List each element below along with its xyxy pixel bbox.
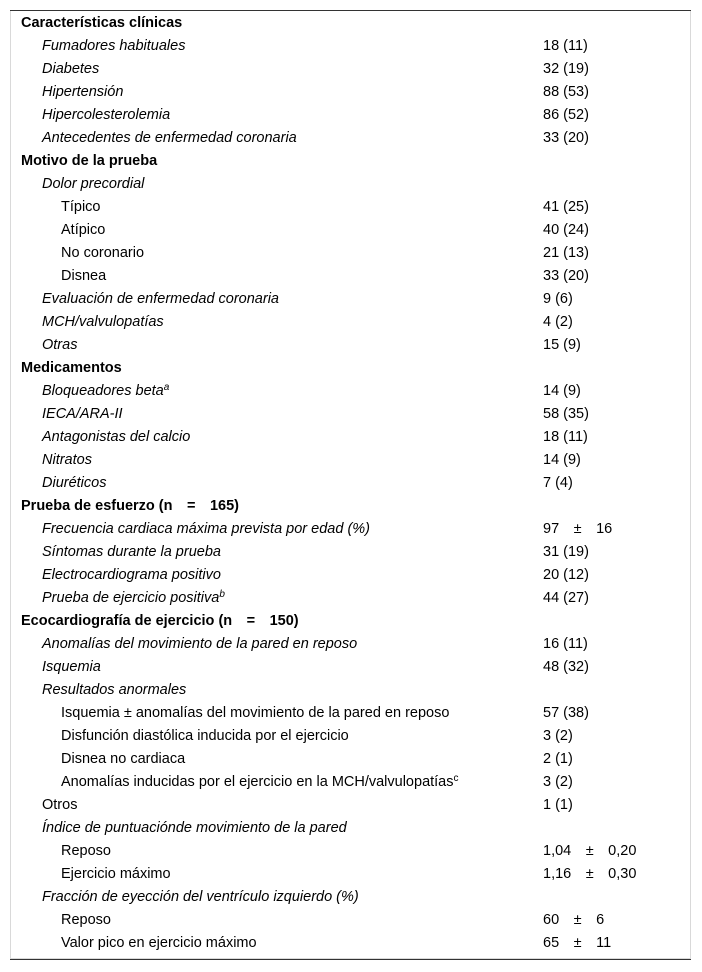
table-row (11, 725, 690, 748)
row-value: 1,04 ± 0,20 (543, 843, 637, 859)
table-row (11, 909, 690, 932)
row-value: 32 (19) (543, 61, 589, 77)
row-value (543, 173, 690, 196)
row-value: 15 (9) (543, 337, 581, 353)
row-label: Anomalías inducidas por el ejercicio en la MCH/valvulopatías (61, 774, 454, 790)
row-label: Hipertensión (42, 84, 124, 100)
row-label-cell (11, 564, 543, 587)
table-row (11, 35, 690, 58)
row-label: Disnea (61, 268, 107, 284)
row-label: Anomalías del movimiento de la pared en reposo (42, 636, 358, 652)
table-row (11, 679, 690, 702)
row-value (543, 817, 690, 840)
row-label-cell (11, 196, 543, 219)
row-label-cell (11, 541, 543, 564)
row-label-cell (11, 909, 543, 932)
table-row (11, 771, 690, 794)
row-label-cell (11, 104, 543, 127)
table-row (11, 541, 690, 564)
table-row (11, 702, 690, 725)
section-header-row (11, 357, 690, 380)
row-label: Antecedentes de enfermedad coronaria (42, 130, 297, 146)
table-row (11, 794, 690, 817)
section-title: Ecocardiografía de ejercicio (n = 150) (21, 613, 299, 629)
row-value: 65 ± 11 (543, 935, 612, 951)
table-row (11, 380, 690, 403)
row-label-cell (11, 748, 543, 771)
row-label-cell (11, 587, 543, 610)
row-label: Atípico (61, 222, 106, 238)
row-label: Bloqueadores beta (42, 383, 164, 399)
row-label-cell (11, 817, 543, 840)
row-value: 86 (52) (543, 107, 589, 123)
clinical-characteristics-table (11, 12, 690, 955)
row-value: 7 (4) (543, 475, 573, 491)
table-top-rule (10, 10, 691, 11)
row-label-cell (11, 472, 543, 495)
section-header-row (11, 495, 690, 518)
footnote-marker: c (453, 773, 459, 784)
row-label-cell (11, 794, 543, 817)
row-label-cell (11, 840, 543, 863)
table-row (11, 104, 690, 127)
row-label: Otros (42, 797, 78, 813)
row-value: 48 (32) (543, 659, 589, 675)
row-value: 3 (2) (543, 728, 573, 744)
row-value: 18 (11) (543, 38, 588, 54)
row-label-cell (11, 518, 543, 541)
row-value: 33 (20) (543, 268, 589, 284)
section-header-row (11, 150, 690, 173)
row-value (543, 679, 690, 702)
row-value: 14 (9) (543, 452, 581, 468)
row-label: No coronario (61, 245, 145, 261)
section-title: Medicamentos (21, 360, 122, 376)
row-value: 40 (24) (543, 222, 589, 238)
row-label-cell (11, 81, 543, 104)
table-row (11, 748, 690, 771)
row-label-cell (11, 725, 543, 748)
row-value: 41 (25) (543, 199, 589, 215)
row-label: Índice de puntuaciónde movimiento de la pared (42, 820, 347, 836)
table-row (11, 656, 690, 679)
row-label-cell (11, 426, 543, 449)
table-row (11, 288, 690, 311)
table-row (11, 219, 690, 242)
row-value: 2 (1) (543, 751, 573, 767)
section-header-row (11, 610, 690, 633)
table-row (11, 587, 690, 610)
row-label: Nitratos (42, 452, 92, 468)
row-label: Electrocardiograma positivo (42, 567, 221, 583)
table-row (11, 863, 690, 886)
table-row (11, 886, 690, 909)
row-value: 57 (38) (543, 705, 589, 721)
table-row (11, 564, 690, 587)
row-label: Isquemia (42, 659, 101, 675)
row-label-cell (11, 58, 543, 81)
row-value: 88 (53) (543, 84, 589, 100)
row-label-cell (11, 702, 543, 725)
row-label-cell (11, 127, 543, 150)
row-label: Ejercicio máximo (61, 866, 171, 882)
table-row (11, 472, 690, 495)
row-label-cell (11, 679, 543, 702)
row-value: 97 ± 16 (543, 521, 613, 537)
table-row (11, 449, 690, 472)
row-label-cell (11, 35, 543, 58)
table-row (11, 265, 690, 288)
section-title: Motivo de la prueba (21, 153, 158, 169)
table-row (11, 196, 690, 219)
section-value-cell (543, 12, 690, 35)
table-row (11, 633, 690, 656)
table-row (11, 127, 690, 150)
table-row (11, 242, 690, 265)
row-value: 3 (2) (543, 774, 573, 790)
row-label: Antagonistas del calcio (42, 429, 191, 445)
row-label-cell (11, 242, 543, 265)
table-bottom-rule (10, 959, 691, 960)
row-label-cell (11, 449, 543, 472)
row-label: Resultados anormales (42, 682, 187, 698)
row-label: Diuréticos (42, 475, 107, 491)
row-value: 21 (13) (543, 245, 589, 261)
row-label: Síntomas durante la prueba (42, 544, 221, 560)
row-label-cell (11, 265, 543, 288)
row-label-cell (11, 633, 543, 656)
row-label-cell (11, 863, 543, 886)
table-row (11, 311, 690, 334)
row-label-cell (11, 380, 543, 403)
table-body (11, 12, 690, 955)
row-label-cell (11, 886, 543, 909)
table-row (11, 518, 690, 541)
row-label: Reposo (61, 843, 111, 859)
row-label-cell (11, 656, 543, 679)
row-value: 4 (2) (543, 314, 573, 330)
row-value: 20 (12) (543, 567, 589, 583)
row-label-cell (11, 219, 543, 242)
table-row (11, 334, 690, 357)
table-row (11, 840, 690, 863)
row-label: Disfunción diastólica inducida por el ejercicio (61, 728, 349, 744)
row-value: 44 (27) (543, 590, 589, 606)
row-label: IECA/ARA-II (42, 406, 123, 422)
row-value: 31 (19) (543, 544, 589, 560)
row-value: 18 (11) (543, 429, 588, 445)
row-label: Fumadores habituales (42, 38, 186, 54)
row-value: 33 (20) (543, 130, 589, 146)
table-row (11, 81, 690, 104)
row-label: Dolor precordial (42, 176, 145, 192)
row-value (543, 886, 690, 909)
table-row (11, 58, 690, 81)
table-row (11, 817, 690, 840)
section-title: Prueba de esfuerzo (n = 165) (21, 498, 239, 514)
row-label: Reposo (61, 912, 111, 928)
row-label-cell (11, 771, 543, 794)
row-value: 1,16 ± 0,30 (543, 866, 637, 882)
section-title: Características clínicas (21, 15, 183, 31)
row-label: Isquemia ± anomalías del movimiento de la pared en reposo (61, 705, 450, 721)
row-label: Prueba de ejercicio positiva (42, 590, 220, 606)
row-label: Fracción de eyección del ventrículo izquierdo (%) (42, 889, 359, 905)
row-value: 14 (9) (543, 383, 581, 399)
row-label-cell (11, 173, 543, 196)
row-value: 1 (1) (543, 797, 573, 813)
row-label-cell (11, 288, 543, 311)
section-value-cell (543, 495, 690, 518)
table-row (11, 403, 690, 426)
section-value-cell (543, 610, 690, 633)
row-label: Diabetes (42, 61, 100, 77)
section-value-cell (543, 357, 690, 380)
row-label: Disnea no cardiaca (61, 751, 186, 767)
row-label: Frecuencia cardiaca máxima prevista por edad (%) (42, 521, 370, 537)
row-label-cell (11, 311, 543, 334)
footnote-marker: a (163, 382, 170, 393)
row-label: MCH/valvulopatías (42, 314, 164, 330)
row-value: 60 ± 6 (543, 912, 605, 928)
row-value: 58 (35) (543, 406, 589, 422)
table-row (11, 426, 690, 449)
table-row (11, 932, 690, 955)
row-label-cell (11, 932, 543, 955)
row-label: Valor pico en ejercicio máximo (61, 935, 257, 951)
row-value: 9 (6) (543, 291, 573, 307)
section-header-row (11, 12, 690, 35)
row-label: Evaluación de enfermedad coronaria (42, 291, 279, 307)
row-label-cell (11, 403, 543, 426)
row-label: Otras (42, 337, 78, 353)
section-value-cell (543, 150, 690, 173)
row-label: Hipercolesterolemia (42, 107, 171, 123)
table-row (11, 173, 690, 196)
row-value: 16 (11) (543, 636, 588, 652)
row-label-cell (11, 334, 543, 357)
footnote-marker: b (219, 589, 225, 600)
row-label: Típico (61, 199, 101, 215)
